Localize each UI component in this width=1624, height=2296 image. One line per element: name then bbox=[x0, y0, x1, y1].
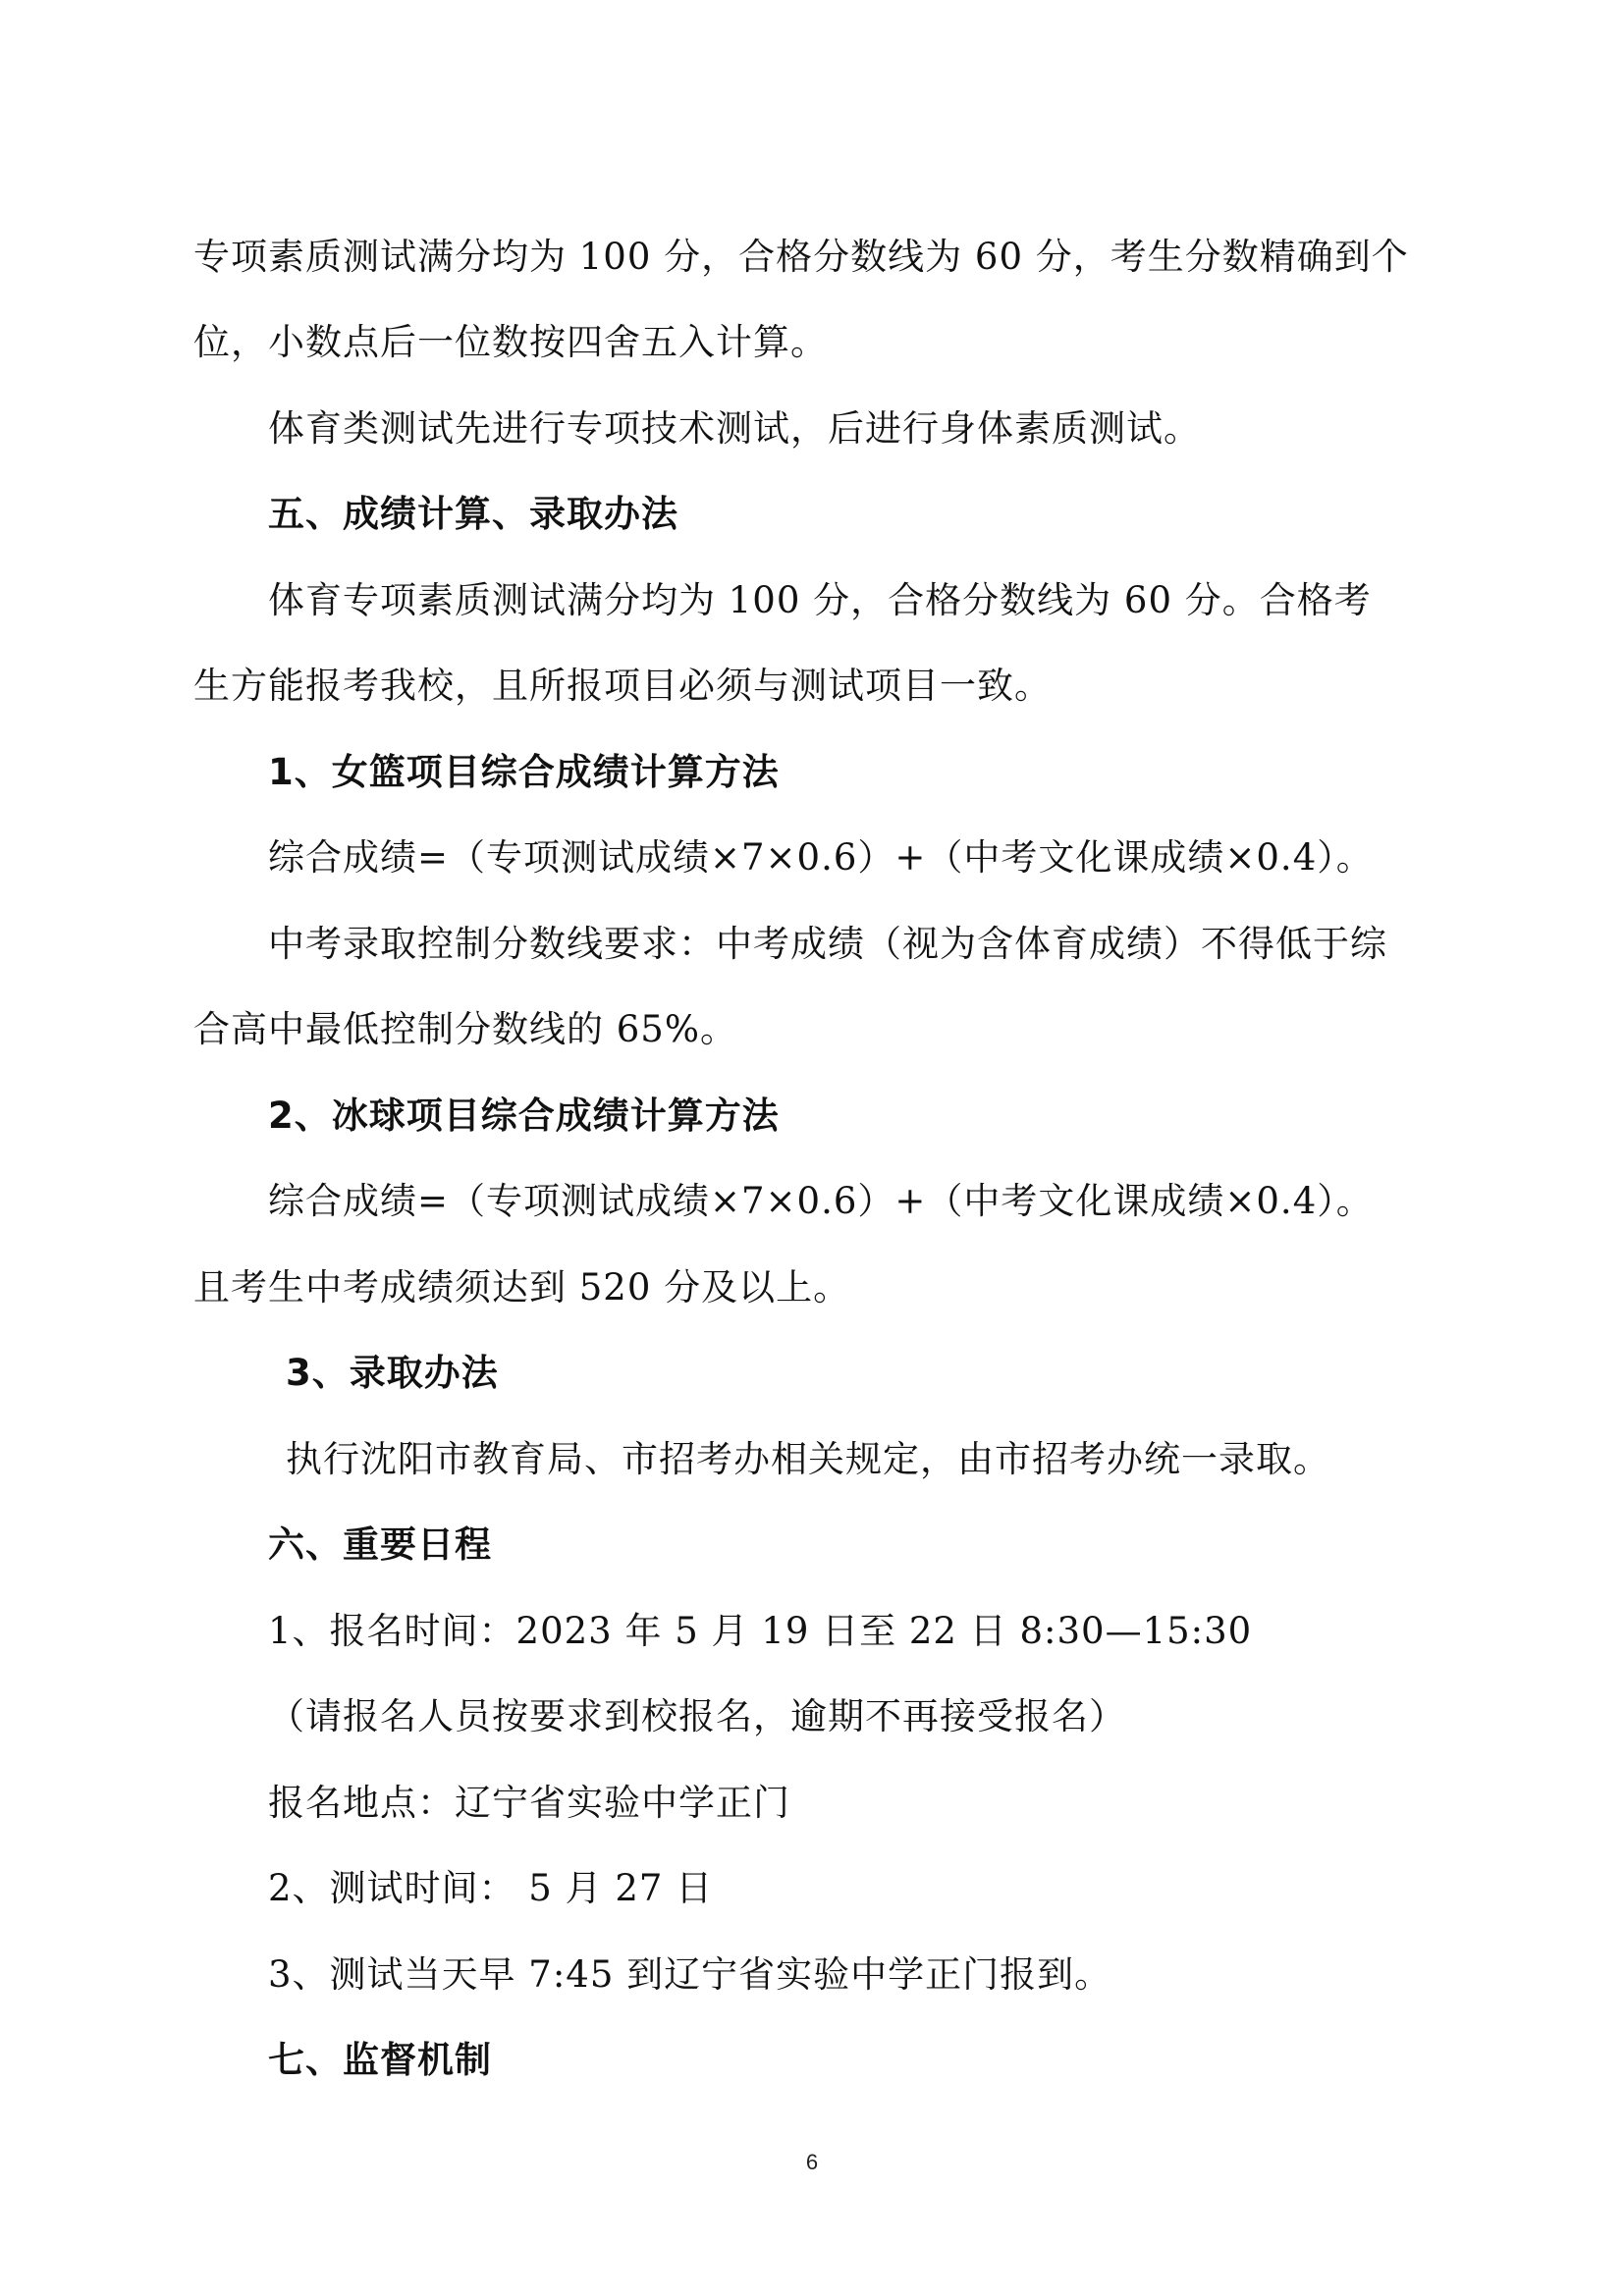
formula-line: 综合成绩=（专项测试成绩×7×0.6）+（中考文化课成绩×0.4）。 bbox=[268, 836, 1374, 879]
page-number: 6 bbox=[805, 2150, 819, 2174]
schedule-line: 2、测试时间： 5 月 27 日 bbox=[268, 1867, 714, 1909]
formula-line: 综合成绩=（专项测试成绩×7×0.6）+（中考文化课成绩×0.4）。 bbox=[268, 1180, 1374, 1222]
paragraph-line: 且考生中考成绩须达到 520 分及以上。 bbox=[193, 1266, 851, 1308]
paragraph-line: 中考录取控制分数线要求：中考成绩（视为含体育成绩）不得低于综 bbox=[268, 923, 1387, 965]
paragraph-line: 专项素质测试满分均为 100 分，合格分数线为 60 分，考生分数精确到个 bbox=[193, 236, 1409, 278]
subsection-heading: 2、冰球项目综合成绩计算方法 bbox=[268, 1095, 780, 1137]
schedule-line: （请报名人员按要求到校报名，逾期不再接受报名） bbox=[268, 1695, 1126, 1737]
section-heading: 七、监督机制 bbox=[268, 2039, 492, 2081]
section-heading: 六、重要日程 bbox=[268, 1523, 492, 1566]
section-heading: 五、成绩计算、录取办法 bbox=[268, 493, 678, 535]
paragraph-line: 合高中最低控制分数线的 65%。 bbox=[193, 1008, 737, 1050]
paragraph-line: 执行沈阳市教育局、市招考办相关规定，由市招考办统一录取。 bbox=[286, 1438, 1330, 1480]
paragraph-line: 体育专项素质测试满分均为 100 分，合格分数线为 60 分。合格考 bbox=[268, 579, 1372, 621]
subsection-heading: 3、录取办法 bbox=[286, 1352, 499, 1394]
paragraph-line: 位，小数点后一位数按四舍五入计算。 bbox=[193, 321, 828, 363]
paragraph-line: 体育类测试先进行专项技术测试，后进行身体素质测试。 bbox=[268, 407, 1201, 450]
schedule-line: 1、报名时间：2023 年 5 月 19 日至 22 日 8:30—15:30 bbox=[268, 1610, 1253, 1652]
schedule-line: 3、测试当天早 7:45 到辽宁省实验中学正门报到。 bbox=[268, 1953, 1112, 1996]
paragraph-line: 生方能报考我校，且所报项目必须与测试项目一致。 bbox=[193, 665, 1052, 707]
subsection-heading: 1、女篮项目综合成绩计算方法 bbox=[268, 751, 780, 793]
schedule-line: 报名地点：辽宁省实验中学正门 bbox=[268, 1782, 790, 1824]
